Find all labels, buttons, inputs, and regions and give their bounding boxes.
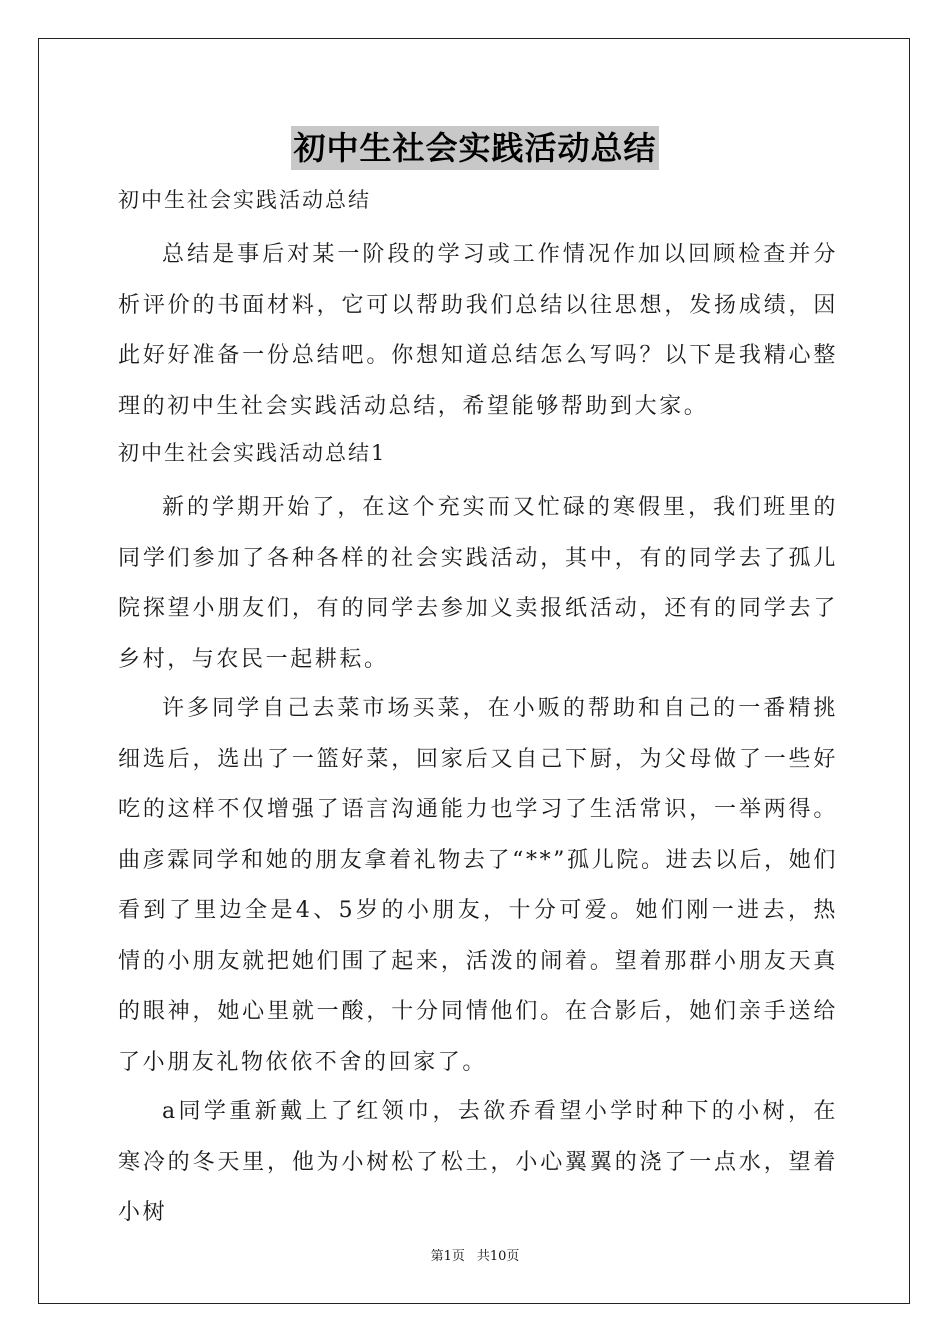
intro-paragraph: 总结是事后对某一阶段的学习或工作情况作加以回顾检查并分析评价的书面材料，它可以帮助我们总结以往思想，发扬成绩，因此好好准备一份总结吧。你想知道总结怎么写吗？以下是我精心整理的初中生社会实践活动总结，希望能够帮助到大家。: [118, 242, 838, 419]
body-paragraph-1: 新的学期开始了，在这个充实而又忙碌的寒假里，我们班里的同学们参加了各种各样的社会实践活动，其中，有的同学去了孤儿院探望小朋友们，有的同学去参加义卖报纸活动，还有的同学去了乡村，与农民一起耕耘。: [118, 495, 838, 672]
body-paragraph-3: a同学重新戴上了红领巾，去欲乔看望小学时种下的小树，在寒冷的冬天里，他为小树松了松土，小心翼翼的浇了一点水，望着小树: [118, 1099, 838, 1225]
body-paragraph-2: 许多同学自己去菜市场买菜，在小贩的帮助和自己的一番精挑细选后，选出了一篮好菜，回家后又自己下厨，为父母做了一些好吃的这样不仅增强了语言沟通能力也学习了生活常识，一举两得。曲彦霖同学和她的朋友拿着礼物去了“**”孤儿院。进去以后，她们看到了里边全是4、5岁的小朋友，十分可爱。她们刚一进去，热情的小朋友就把她们围了起来，活泼的闹着。望着那群小朋友天真的眼神，她心里就一酸，十分同情他们。在合影后，她们亲手送给了小朋友礼物依依不舍的回家了。: [118, 696, 838, 1075]
page-total: 共10页: [476, 1249, 520, 1264]
section-heading: 初中生社会实践活动总结1: [118, 441, 387, 465]
page-number: 第1页: [430, 1249, 465, 1264]
document-subtitle: 初中生社会实践活动总结: [118, 188, 371, 212]
page-footer: [0, 1248, 950, 1266]
title-block: [0, 126, 950, 170]
document-title: 初中生社会实践活动总结: [291, 126, 658, 170]
document-body: [118, 180, 838, 1238]
